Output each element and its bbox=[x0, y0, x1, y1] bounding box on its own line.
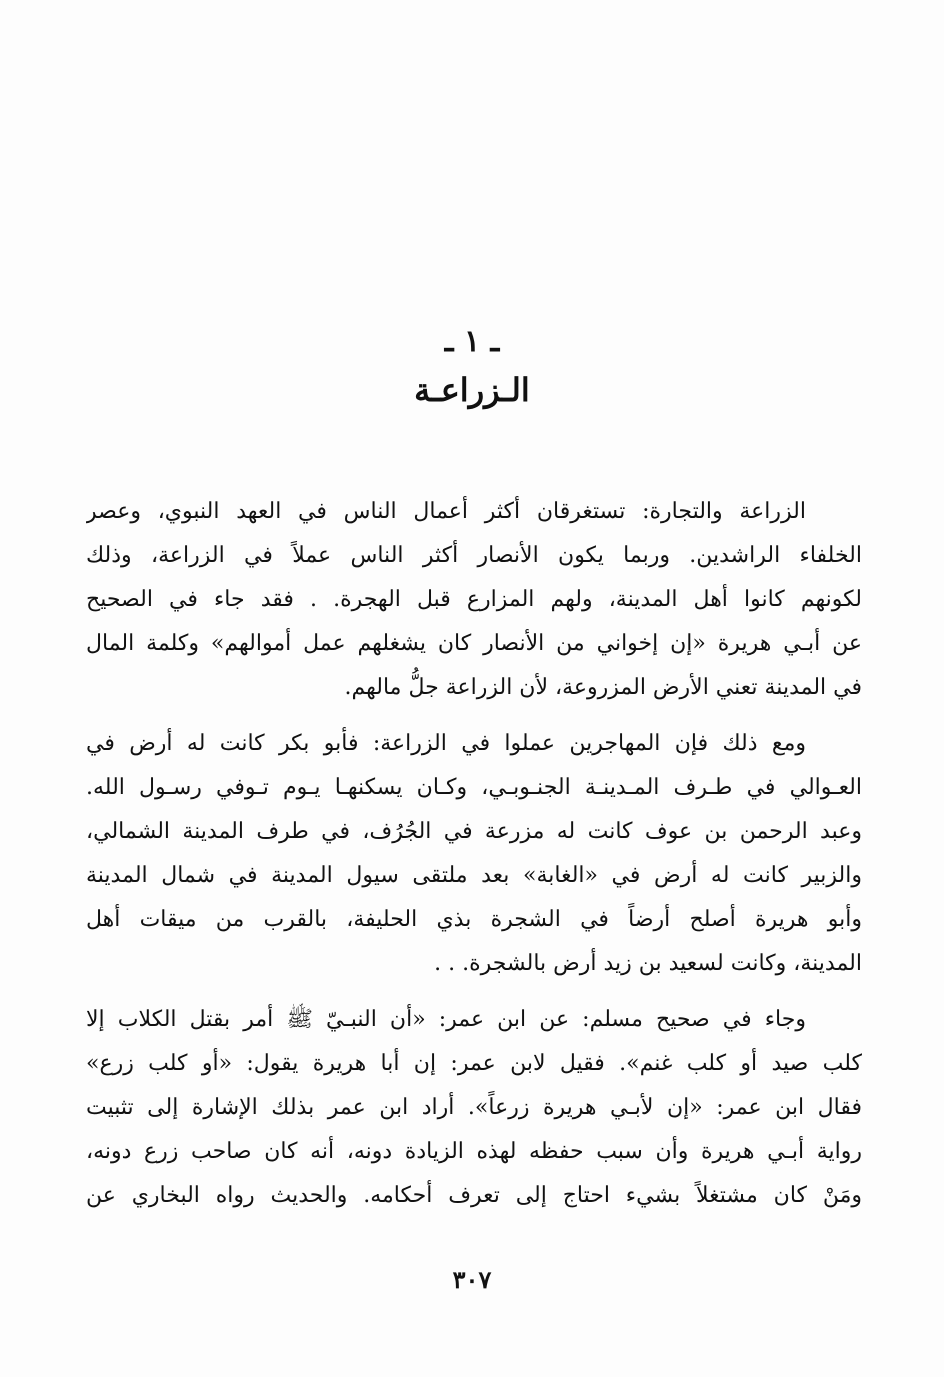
text-line: ومَنْ كان مشتغلاً بشيء احتاج إلى تعرف أحكامه. والحديث رواه البخاري عن bbox=[86, 1183, 862, 1208]
text-line: المدينة، وكانت لسعيد بن زيد أرض بالشجرة. . . bbox=[434, 951, 862, 976]
paragraph-2 bbox=[86, 722, 862, 986]
text-line: وعبد الرحمن بن عوف كانت له مزرعة في الجُرُف، في طرف المدينة الشمالي، bbox=[86, 819, 862, 844]
text-line: كلب صيد أو كلب غنم». فقيل لابن عمر: إن أبا هريرة يقول: «أو كلب زرع» bbox=[86, 1051, 862, 1076]
body-text bbox=[86, 490, 862, 1230]
text-line: وجاء في صحيح مسلم: عن ابن عمر: «أن النبـيّ ﷺ أمر بقتل الكلاب إلا bbox=[86, 1007, 806, 1032]
text-line: وأبو هريرة أصلح أرضاً في الشجرة بذي الحليفة، بالقرب من ميقات أهل bbox=[86, 907, 862, 932]
text-line: العـوالي في طـرف المـدينـة الجنـوبـي، وكـان يسكنهـا يـوم تـوفي رسـول الله. bbox=[86, 775, 862, 800]
paragraph-1 bbox=[86, 490, 862, 710]
paragraph-3 bbox=[86, 998, 862, 1218]
chapter-number: ـ ١ ـ bbox=[444, 324, 500, 359]
text-line: الخلفاء الراشدين. وربما يكون الأنصار أكثر الناس عملاً في الزراعة، وذلك bbox=[86, 543, 862, 568]
text-line: في المدينة تعني الأرض المزروعة، لأن الزراعة جلُّ مالهم. bbox=[344, 675, 862, 700]
chapter-title: الـزراعـة bbox=[414, 371, 530, 409]
text-line: الزراعة والتجارة: تستغرقان أكثر أعمال الناس في العهد النبوي، وعصر bbox=[86, 499, 806, 524]
page-number: ٣٠٧ bbox=[452, 1265, 492, 1294]
text-line: لكونهم كانوا أهل المدينة، ولهم المزارع قبل الهجرة. . فقد جاء في الصحيح bbox=[86, 587, 862, 612]
text-line: ومع ذلك فإن المهاجرين عملوا في الزراعة: فأبو بكر كانت له أرض في bbox=[86, 731, 806, 756]
text-line: والزبير كانت له أرض في «الغابة» بعد ملتقى سيول المدينة في شمال المدينة bbox=[86, 863, 862, 888]
text-line: فقال ابن عمر: «إن لأبـي هريرة زرعاً». أراد ابن عمر بذلك الإشارة إلى تثبيت bbox=[86, 1095, 862, 1120]
text-line: رواية أبـي هريرة وأن سبب حفظه لهذه الزيادة دونه، أنه كان صاحب زرع دونه، bbox=[86, 1139, 862, 1164]
text-line: عن أبـي هريرة «إن إخواني من الأنصار كان يشغلهم عمل أموالهم» وكلمة المال bbox=[86, 631, 862, 656]
